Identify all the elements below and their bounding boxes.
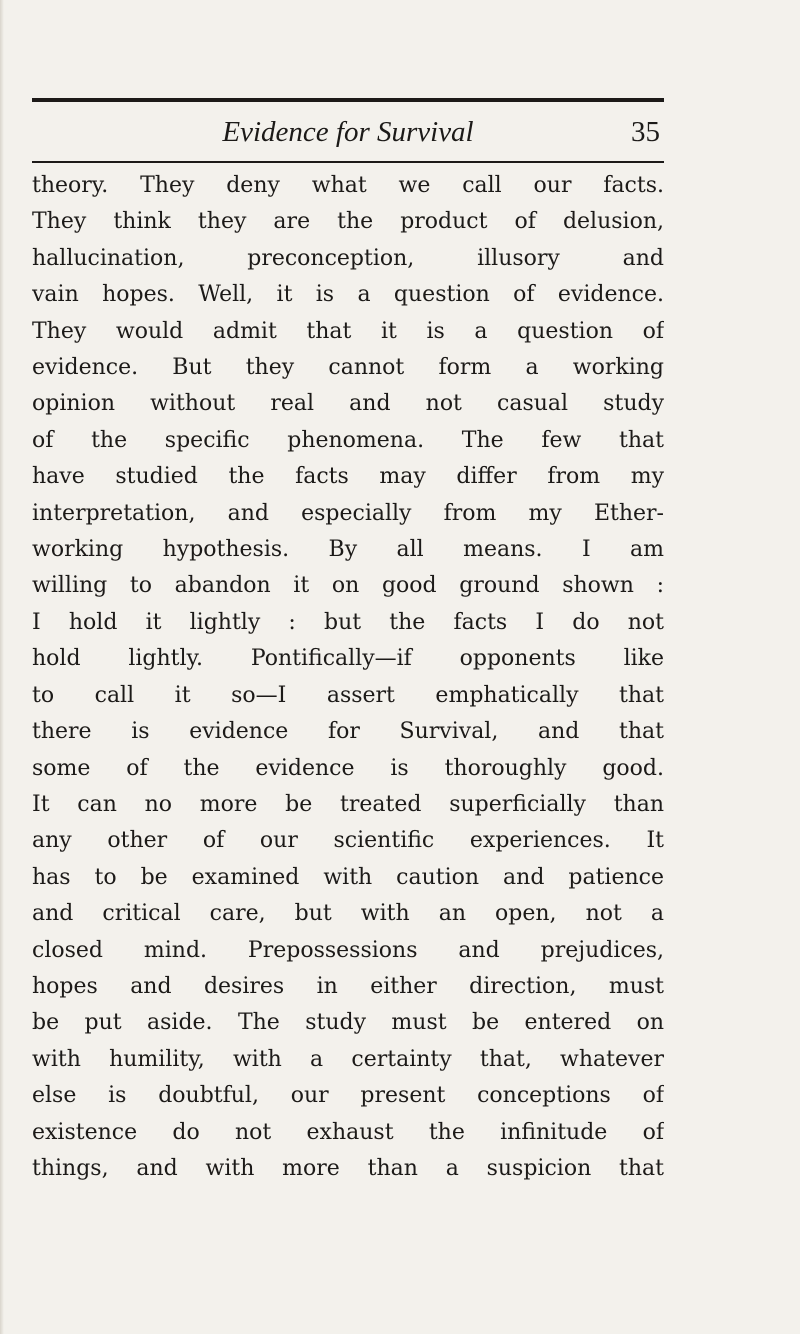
text-line: things, and with more than a suspicion that	[32, 1155, 664, 1181]
text-line: They think they are the product of delusion,	[32, 209, 664, 235]
text-line: It can no more be treated superficially than	[32, 791, 664, 817]
text-line: of the specific phenomena. The few that	[32, 427, 664, 453]
text-line: evidence. But they cannot form a working	[32, 355, 664, 381]
text-line: there is evidence for Survival, and that	[32, 719, 664, 745]
body-text	[32, 168, 664, 1187]
text-line: and critical care, but with an open, not a	[32, 901, 664, 927]
text-line: be put aside. The study must be entered on	[32, 1010, 664, 1036]
text-line: opinion without real and not casual study	[32, 391, 664, 417]
text-line: willing to abandon it on good ground shown :	[32, 573, 664, 599]
page-number: 35	[631, 116, 660, 148]
text-line: else is doubtful, our present conceptions of	[32, 1083, 664, 1109]
text-line: have studied the facts may differ from my	[32, 464, 664, 490]
text-line: vain hopes. Well, it is a question of evidence.	[32, 282, 664, 308]
text-line: hold lightly. Pontifically—if opponents like	[32, 646, 664, 672]
text-line: some of the evidence is thoroughly good.	[32, 755, 664, 781]
page-edge	[0, 0, 4, 1334]
text-line: I hold it lightly : but the facts I do not	[32, 609, 664, 635]
text-line: They would admit that it is a question of	[32, 318, 664, 344]
text-line: hopes and desires in either direction, must	[32, 973, 664, 999]
text-line: with humility, with a certainty that, whatever	[32, 1046, 664, 1072]
text-line: existence do not exhaust the infinitude of	[32, 1119, 664, 1145]
text-line: closed mind. Prepossessions and prejudices,	[32, 937, 664, 963]
top-rule	[32, 98, 664, 102]
text-line: to call it so—I assert emphatically that	[32, 682, 664, 708]
text-line: interpretation, and especially from my Ether-	[32, 500, 664, 526]
text-line: any other of our scientific experiences. It	[32, 828, 664, 854]
text-line: working hypothesis. By all means. I am	[32, 537, 664, 563]
running-header	[32, 110, 664, 156]
text-line: has to be examined with caution and patience	[32, 864, 664, 890]
text-line: theory. They deny what we call our facts.	[32, 173, 664, 198]
text-line: hallucination, preconception, illusory and	[32, 245, 664, 271]
running-title: Evidence for Survival	[222, 116, 474, 148]
header-rule	[32, 161, 664, 163]
